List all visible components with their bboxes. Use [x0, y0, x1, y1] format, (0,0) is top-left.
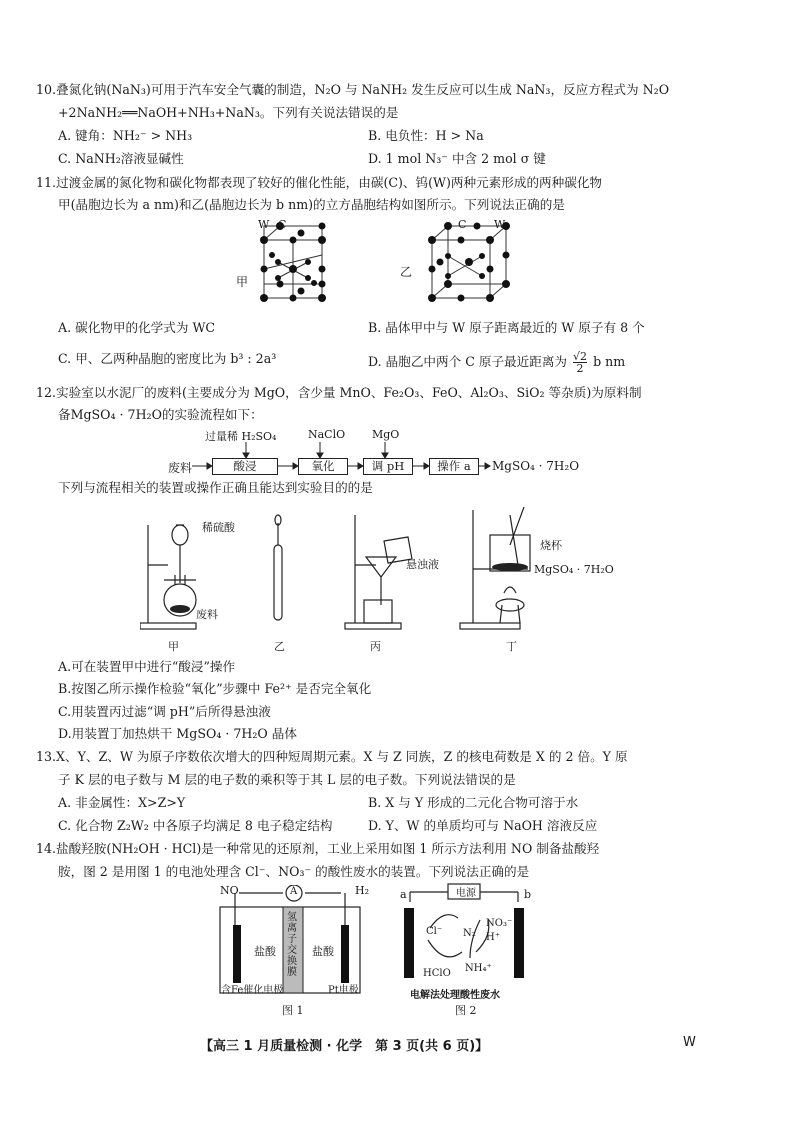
fig2-b: b [524, 888, 532, 901]
fraction-denominator: 2 [576, 362, 584, 375]
q12-option-a: A.可在装置甲中进行“酸浸”操作 [58, 659, 236, 674]
fraction-numerator: √2 [573, 350, 588, 363]
q11-stem-line2: 甲(晶胞边长为 a nm)和乙(晶胞边长为 b nm)的立方晶胞结构如图所示。下列说法正确的是 [58, 197, 565, 212]
q12-stem-line3: 下列与流程相关的装置或操作正确且能达到实验目的的是 [58, 480, 373, 495]
fig1-membrane: 氢离子交换膜 [287, 912, 297, 978]
q11-option-a: A. 碳化物甲的化学式为 WC [58, 320, 216, 335]
app-caption-yi: 乙 [274, 640, 285, 653]
app-caption-jia: 甲 [168, 640, 179, 653]
fig2-h: H⁺ [486, 932, 500, 943]
q14-stem-line1: 14.盐酸羟胺(NH₂OH · HCl)是一种常见的还原剂，工业上采用如图 1 所示方法利用 NO 制备盐酸羟 [36, 841, 600, 856]
fig2-a: a [400, 888, 407, 901]
crystal-cell-yi-figure [412, 218, 522, 310]
q11-option-d-fraction [573, 351, 587, 374]
fig2-cl: Cl⁻ [426, 926, 443, 937]
q11-stem-line1: 11.过渡金属的氮化物和碳化物都表现了较好的催化性能，由碳(C)、钨(W)两种元素形成的两种碳化物 [36, 175, 603, 190]
q10-option-b: B. 电负性：H > Na [368, 128, 484, 143]
fig1-acid-left: 盐酸 [254, 945, 276, 958]
q10-stem-line2: +2NaNH₂══NaOH+NH₃+NaN₃。下列有关说法错误的是 [58, 105, 399, 120]
q11-option-b: B. 晶体甲中与 W 原子距离最近的 W 原子有 8 个 [368, 320, 645, 335]
flow-step-adjust-ph: 调 pH [363, 458, 413, 475]
app-bing-liquid: 悬浊液 [406, 558, 439, 571]
fig1-caption: 图 1 [282, 1004, 304, 1017]
q12-option-c: C.用装置丙过滤“调 pH”后所得悬浊液 [58, 704, 271, 719]
app-caption-bing: 丙 [370, 640, 381, 653]
yi-w-label: W [494, 218, 506, 231]
q10-option-a: A. 键角：NH₂⁻ > NH₃ [58, 128, 193, 143]
flow-reagent2: NaClO [308, 428, 346, 441]
flow-reagent3: MgO [372, 428, 400, 441]
fig2-caption: 图 2 [455, 1004, 477, 1017]
q13-option-d: D. Y、W 的单质均可与 NaOH 溶液反应 [368, 818, 598, 833]
q12-stem-line1: 12.实验室以水泥厂的废料(主要成分为 MgO，含少量 MnO、Fe₂O₃、FeO、Al₂O₃、SiO₂ 等杂质)为原料制 [36, 385, 642, 400]
fig1-right-electrode: Pt电极 [328, 985, 359, 996]
fig1-ammeter: A [290, 886, 298, 897]
flow-step-acid-leach: 酸浸 [212, 458, 278, 475]
q13-option-a: A. 非金属性：X>Z>Y [58, 795, 186, 810]
q13-option-b: B. X 与 Y 形成的二元化合物可溶于水 [368, 795, 579, 810]
flow-step-operation-a: 操作 a [429, 458, 479, 475]
footer-code: W [683, 1035, 696, 1050]
jia-c-label: C [278, 218, 287, 231]
q12-option-b: B.按图乙所示操作检验“氧化”步骤中 Fe²⁺ 是否完全氧化 [58, 681, 372, 696]
fig2-nh4: NH₄⁺ [465, 963, 492, 974]
q11-option-d [368, 351, 625, 374]
fig1-acid-right: 盐酸 [312, 945, 334, 958]
fig1-h2-label: H₂ [355, 884, 370, 897]
q10-stem-line1: 10.叠氮化钠(NaN₃)可用于汽车安全气囊的制造，N₂O 与 NaNH₂ 发生反应可以生成 NaN₃，反应方程式为 N₂O [36, 82, 670, 97]
app-jia-acid: 稀硫酸 [202, 521, 235, 534]
q13-stem-line1: 13.X、Y、Z、W 为原子序数依次增大的四种短周期元素。X 与 Z 同族，Z 的核电荷数是 X 的 2 倍。Y 原 [36, 749, 628, 764]
flow-step-oxidize: 氧化 [298, 458, 348, 475]
app-caption-ding: 丁 [506, 640, 517, 653]
q10-option-c: C. NaNH₂溶液显碱性 [58, 151, 184, 166]
q12-stem-line2: 备MgSO₄ · 7H₂O的实验流程如下： [58, 407, 263, 422]
crystal-cell-jia-figure [228, 218, 338, 310]
page-footer: 【高三 1 月质量检测 · 化学 第 3 页(共 6 页)】 [200, 1039, 489, 1054]
flow-start: 废料 [168, 461, 193, 475]
app-ding-beaker: 烧杯 [540, 539, 562, 552]
jia-w-label: W [258, 218, 270, 231]
fig2-no3: NO₃⁻ [486, 918, 513, 929]
fig2-title: 电解法处理酸性废水 [410, 990, 500, 1001]
q11-option-c: C. 甲、乙两种晶胞的密度比为 b³ : 2a³ [58, 351, 277, 366]
fig2-hclo: HClO [423, 968, 451, 979]
q13-stem-line2: 子 K 层的电子数与 M 层的电子数的乘积等于其 L 层的电子数。下列说法错误的是 [58, 772, 516, 787]
q10-option-d: D. 1 mol N₃⁻ 中含 2 mol σ 键 [368, 151, 546, 166]
fig-yi-caption: 乙 [400, 265, 413, 279]
app-ding-product: MgSO₄ · 7H₂O [534, 563, 614, 576]
fig-jia-caption: 甲 [236, 275, 249, 289]
fig1-left-electrode: 含Fe催化电极 [221, 985, 284, 996]
q11-option-d-unit: b nm [593, 354, 626, 369]
fig2-power: 电源 [456, 888, 476, 899]
flow-reagent1: 过量稀 H₂SO₄ [205, 430, 277, 443]
flow-product: MgSO₄ · 7H₂O [492, 459, 580, 473]
q11-option-d-text: D. 晶胞乙中两个 C 原子最近距离为 [368, 354, 568, 369]
app-jia-waste: 废料 [196, 608, 218, 621]
q13-option-c: C. 化合物 Z₂W₂ 中各原子均满足 8 电子稳定结构 [58, 818, 333, 833]
q14-stem-line2: 胺，图 2 是用图 1 的电池处理含 Cl⁻、NO₃⁻ 的酸性废水的装置。下列说法正确的是 [58, 864, 530, 879]
fig1-no-label: NO [220, 884, 239, 897]
q12-option-d: D.用装置丁加热烘干 MgSO₄ · 7H₂O 晶体 [58, 726, 297, 741]
fig2-n2: N₂ [463, 928, 476, 939]
yi-c-label: C [458, 218, 467, 231]
